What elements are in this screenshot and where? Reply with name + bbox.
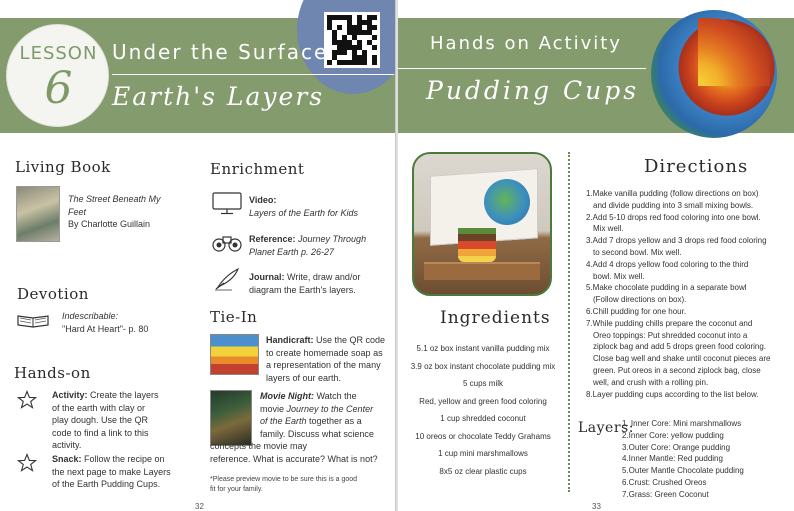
layer-item: 3.Outer Core: Orange pudding	[622, 442, 731, 452]
direction-line: 7.While pudding chills prepare the coconut and	[586, 318, 753, 328]
activity-line3: play dough. Use the QR	[52, 415, 149, 425]
reference-label: Reference:	[249, 234, 296, 244]
book-cover-image	[16, 186, 60, 242]
direction-line: 2.Add 5-10 drops red food coloring into one bowl.	[586, 212, 761, 222]
globe-illustration	[484, 179, 530, 225]
activity-title-divider	[398, 68, 646, 69]
star-icon	[14, 452, 40, 474]
direction-line: and divide pudding into 3 small mixing bowls.	[593, 200, 754, 210]
direction-line: 1.Make vanilla pudding (follow directions on box)	[586, 189, 759, 198]
soap-photo	[210, 334, 259, 375]
monitor-icon	[210, 192, 244, 214]
activity-line2: of the earth with clay or	[52, 402, 146, 413]
snack-line2: the next page to make Layers	[52, 466, 171, 477]
handicraft-label: Handicraft:	[266, 335, 314, 345]
hands-on-heading: Hands-on	[14, 364, 91, 382]
star-icon	[14, 389, 40, 411]
snack-line1: Follow the recipe on	[81, 454, 165, 464]
handicraft-text	[266, 334, 385, 384]
ingredient-item: 3.9 oz box instant chocolate pudding mix	[410, 361, 556, 371]
page-number-right: 33	[592, 502, 601, 511]
direction-line: Oreo toppings: Put shredded coconut into a	[593, 330, 748, 340]
ingredients-heading: Ingredients	[440, 308, 551, 328]
direction-line: 3.Add 7 drops yellow and 3 drops red food coloring	[586, 236, 767, 246]
journal-text	[249, 271, 360, 296]
layer-item: 7.Grass: Green Coconut	[622, 489, 709, 499]
video-title: Layers of the Earth for Kids	[249, 207, 359, 218]
pudding-cup	[458, 228, 496, 262]
direction-line: ziplock bag and add 5 drops green food coloring.	[593, 342, 767, 352]
direction-line: (Follow directions on box).	[593, 295, 687, 305]
devotion-heading: Devotion	[17, 285, 89, 303]
ingredient-item: 5.1 oz box instant vanilla pudding mix	[416, 344, 550, 353]
lesson-label: LESSON	[19, 43, 98, 64]
devotion-title: Indescribable:	[62, 311, 119, 321]
direction-line: 5.Make chocolate pudding in a separate bowl	[586, 283, 747, 293]
preview-note-line1: *Please preview movie to be sure this is a good	[210, 476, 358, 483]
handicraft-line3: a representation of the many	[266, 360, 381, 370]
layer-item: 5.Outer Mantle Chocolate pudding	[622, 466, 744, 476]
enrichment-heading: Enrichment	[210, 160, 305, 178]
wooden-tray	[424, 262, 540, 280]
layer-item: 6.Crust: Crushed Oreos	[622, 477, 707, 487]
activity-title: Hands on Activity	[430, 33, 622, 54]
ingredient-item: 10 oreos or chocolate Teddy Grahams	[415, 431, 551, 441]
movie-line3b: together as a	[306, 416, 362, 426]
movie-line2a: movie	[260, 403, 287, 414]
living-book-heading: Living Book	[15, 158, 111, 176]
layers-heading: Layers:	[578, 420, 634, 436]
tie-in-heading: Tie-In	[210, 308, 258, 326]
handicraft-line1: Use the QR code	[313, 335, 386, 345]
ingredient-item: 1 cup mini marshmallows	[438, 449, 528, 458]
lesson-number: 6	[44, 63, 73, 114]
direction-line: to second bowl. Mix well.	[593, 247, 682, 257]
qr-code[interactable]	[324, 12, 380, 68]
movie-label: Movie Night:	[260, 391, 314, 401]
layer-item: 1. Inner Core: Mini marshmallows	[622, 419, 742, 428]
book-author: By Charlotte Guillain	[68, 219, 151, 229]
direction-line: bowl. Mix well.	[593, 271, 645, 281]
journal-label: Journal:	[249, 272, 285, 282]
handicraft-line4: layers of our earth.	[266, 372, 342, 383]
page-number-left: 32	[195, 502, 204, 511]
direction-line: Close bag well and shake until coconut pieces are	[593, 354, 771, 364]
movie-line1: Watch the	[314, 391, 357, 401]
devotion-reference: "Hard At Heart"- p. 80	[62, 323, 149, 334]
page-title: Under the Surface	[112, 40, 329, 64]
direction-line: 8.Layer pudding cups according to the list below.	[586, 389, 759, 399]
layer-item: 2.Inner Core: yellow pudding	[622, 430, 724, 440]
movie-text-continued	[210, 440, 378, 465]
activity-line4: code to find a link to this	[52, 427, 149, 438]
reference-text	[249, 233, 366, 258]
journal-line2: diagram the Earth's layers.	[249, 284, 356, 295]
direction-line: 6.Chill pudding for one hour.	[586, 306, 687, 316]
qr-code-pattern	[327, 15, 377, 65]
open-book-icon	[16, 309, 50, 331]
direction-line: Mix well.	[593, 224, 624, 234]
pudding-cup-photo	[412, 152, 552, 296]
quill-pen-icon	[210, 268, 244, 290]
ingredient-item: 8x5 oz clear plastic cups	[439, 466, 527, 476]
movie-text	[210, 390, 390, 440]
video-label: Video:	[249, 195, 277, 205]
activity-text	[52, 389, 159, 452]
activity-label: Activity:	[52, 390, 88, 400]
ingredient-item: 5 cups milk	[462, 379, 503, 388]
movie-line5: concepts the movie may	[210, 441, 308, 451]
ingredient-item: 1 cup shredded coconut	[440, 414, 526, 423]
movie-line6: reference. What is accurate? What is not?	[210, 453, 378, 464]
journal-line1: Write, draw and/or	[284, 272, 361, 282]
preview-note	[210, 475, 357, 495]
snack-text	[52, 453, 171, 491]
lesson-badge	[6, 24, 109, 127]
snack-label: Snack:	[52, 454, 82, 464]
direction-line: well, and crush with a rolling pin.	[593, 377, 709, 387]
directions-heading: Directions	[644, 156, 749, 177]
ingredients-list	[398, 340, 568, 480]
book-title-line1: The Street Beneath My	[68, 194, 161, 204]
column-divider	[568, 152, 570, 492]
reference-line2: Planet Earth p. 26-27	[249, 246, 335, 257]
activity-line1: Create the layers	[87, 390, 159, 400]
book-title-line2: Feet	[68, 206, 87, 217]
layers-list	[622, 418, 744, 501]
left-page	[0, 0, 396, 511]
video-text	[249, 194, 358, 219]
movie-line4: family. Discuss what science	[260, 428, 374, 439]
direction-line: green. Put oreos in a second ziplock bag, close	[593, 365, 761, 375]
right-page	[398, 0, 794, 511]
page-subtitle: Earth's Layers	[112, 82, 325, 111]
title-divider	[112, 74, 394, 75]
reference-line1: Journey Through	[295, 234, 367, 244]
binoculars-icon	[210, 232, 244, 254]
qr-module	[372, 60, 377, 65]
movie-title-part2: of the Earth	[260, 416, 307, 426]
preview-note-line2: fit for your family.	[210, 486, 263, 493]
layer-item: 4.Inner Mantle: Red pudding	[622, 454, 723, 464]
living-book-info	[68, 193, 161, 231]
directions-list	[586, 188, 794, 400]
ingredient-item: Red, yellow and green food coloring	[419, 396, 547, 406]
devotion-text	[62, 310, 148, 335]
snack-line3: of the Earth Pudding Cups.	[52, 479, 161, 489]
handicraft-line2: to create homemade soap as	[266, 347, 383, 358]
activity-line5: activity.	[52, 440, 82, 450]
direction-line: 4.Add 4 drops yellow food coloring to the third	[586, 259, 749, 269]
movie-title-part1: Journey to the Center	[286, 403, 374, 414]
activity-subtitle: Pudding Cups	[426, 76, 640, 105]
